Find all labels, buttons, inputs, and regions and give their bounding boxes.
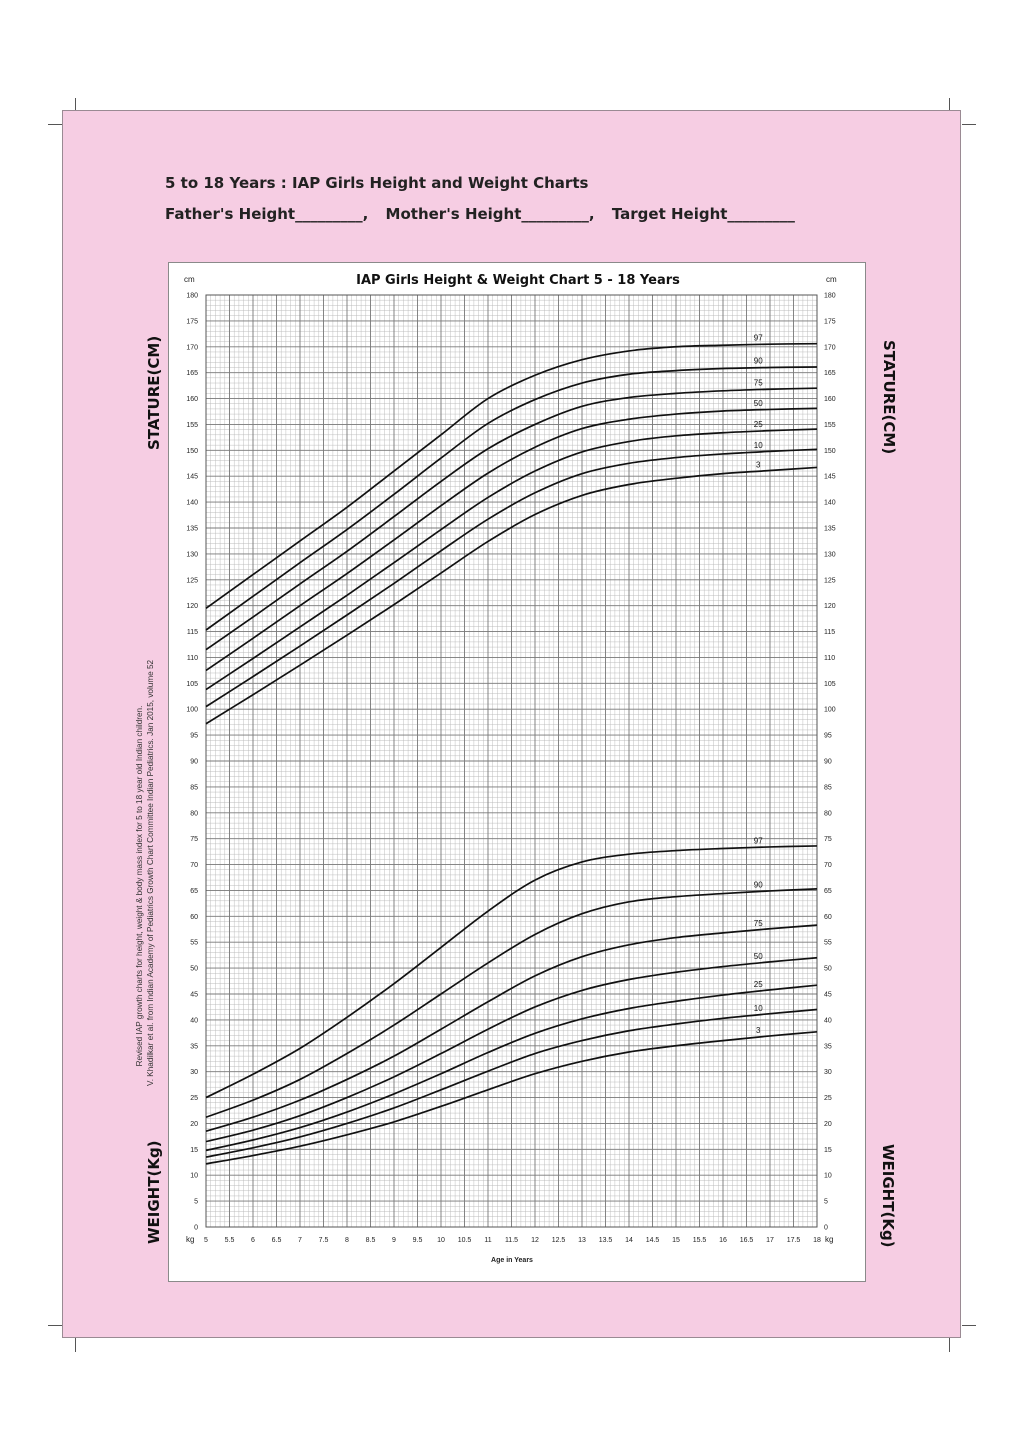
y-tick-right-75: 75: [824, 836, 832, 844]
y-tick-left-40: 40: [190, 1017, 198, 1025]
y-tick-right-50: 50: [824, 965, 832, 973]
x-tick-8.5: 8.5: [365, 1237, 376, 1244]
y-tick-left-0: 0: [194, 1224, 198, 1232]
y-tick-left-45: 45: [190, 991, 198, 999]
chart-panel: [168, 262, 866, 1282]
y-tick-left-175: 175: [186, 318, 198, 326]
y-tick-right-175: 175: [824, 318, 836, 326]
y-tick-right-80: 80: [824, 810, 832, 818]
y-tick-left-165: 165: [186, 370, 198, 378]
y-tick-right-165: 165: [824, 370, 836, 378]
y-tick-right-150: 150: [824, 447, 836, 455]
unit-top-left: cm: [184, 275, 195, 284]
x-tick-6: 6: [251, 1237, 255, 1244]
x-tick-9: 9: [392, 1237, 396, 1244]
weight-label-left: WEIGHT(Kg): [145, 1140, 163, 1244]
y-tick-left-75: 75: [190, 836, 198, 844]
y-tick-left-15: 15: [190, 1146, 198, 1154]
y-tick-left-65: 65: [190, 887, 198, 895]
y-tick-left-5: 5: [194, 1198, 198, 1206]
y-tick-right-170: 170: [824, 344, 836, 352]
x-tick-15: 15: [672, 1237, 680, 1244]
crop-mark-bottom-right-v: [949, 1338, 950, 1352]
separator-2: ,: [588, 205, 595, 223]
crop-mark-bottom-left-h: [48, 1325, 62, 1326]
y-tick-right-5: 5: [824, 1198, 828, 1206]
weight-label-p10: 10: [753, 1003, 763, 1013]
y-tick-left-145: 145: [186, 473, 198, 481]
x-tick-8: 8: [345, 1237, 349, 1244]
father-height-label: Father's Height: [165, 205, 296, 223]
y-tick-right-105: 105: [824, 680, 836, 688]
height-label-p97: 97: [753, 333, 763, 343]
x-tick-16.5: 16.5: [739, 1237, 754, 1244]
unit-top-right: cm: [826, 275, 837, 284]
x-tick-14: 14: [625, 1237, 633, 1244]
y-tick-right-125: 125: [824, 577, 836, 585]
x-tick-7: 7: [298, 1237, 302, 1244]
citation-line-1: Revised IAP growth charts for height, weight & body mass index for 5 to 18 year old Indian children.: [135, 705, 144, 1067]
y-tick-right-65: 65: [824, 887, 832, 895]
y-tick-right-145: 145: [824, 473, 836, 481]
y-tick-right-20: 20: [824, 1120, 832, 1128]
mother-height-label: Mother's Height: [385, 205, 522, 223]
y-tick-right-0: 0: [824, 1224, 828, 1232]
y-tick-right-15: 15: [824, 1146, 832, 1154]
x-tick-12.5: 12.5: [551, 1237, 566, 1244]
y-tick-left-135: 135: [186, 525, 198, 533]
weight-label-p97: 97: [753, 836, 763, 846]
page-title: 5 to 18 Years : IAP Girls Height and Weight Charts: [165, 174, 589, 192]
x-tick-11: 11: [484, 1237, 492, 1244]
weight-label-p90: 90: [753, 880, 763, 890]
y-tick-left-95: 95: [190, 732, 198, 740]
y-tick-right-160: 160: [824, 396, 836, 404]
y-tick-left-180: 180: [186, 292, 198, 300]
x-tick-13.5: 13.5: [598, 1237, 613, 1244]
x-tick-6.5: 6.5: [271, 1237, 282, 1244]
unit-bottom-left: kg: [186, 1235, 195, 1244]
y-tick-right-30: 30: [824, 1069, 832, 1077]
y-tick-left-125: 125: [186, 577, 198, 585]
x-tick-10.5: 10.5: [457, 1237, 472, 1244]
y-tick-left-120: 120: [186, 603, 198, 611]
x-tick-5.5: 5.5: [224, 1237, 235, 1244]
y-tick-right-60: 60: [824, 913, 832, 921]
y-tick-left-140: 140: [186, 499, 198, 507]
target-height-blank[interactable]: _________: [727, 205, 795, 223]
y-tick-right-135: 135: [824, 525, 836, 533]
y-tick-left-70: 70: [190, 862, 198, 870]
y-tick-right-40: 40: [824, 1017, 832, 1025]
y-tick-left-170: 170: [186, 344, 198, 352]
weight-label-p75: 75: [753, 918, 763, 928]
height-label-p75: 75: [753, 378, 763, 388]
growth-chart-svg: [169, 263, 867, 1283]
height-label-p25: 25: [753, 420, 763, 430]
y-tick-right-85: 85: [824, 784, 832, 792]
y-tick-left-85: 85: [190, 784, 198, 792]
y-tick-left-155: 155: [186, 421, 198, 429]
weight-label-p25: 25: [753, 980, 763, 990]
y-tick-right-10: 10: [824, 1172, 832, 1180]
y-tick-left-150: 150: [186, 447, 198, 455]
x-tick-16: 16: [719, 1237, 727, 1244]
x-tick-17: 17: [766, 1237, 774, 1244]
y-tick-right-100: 100: [824, 706, 836, 714]
x-tick-15.5: 15.5: [692, 1237, 707, 1244]
stature-label-left: STATURE(CM): [145, 335, 163, 450]
y-tick-right-130: 130: [824, 551, 836, 559]
y-tick-right-55: 55: [824, 939, 832, 947]
weight-label-p3: 3: [756, 1026, 761, 1036]
x-tick-12: 12: [531, 1237, 539, 1244]
x-tick-14.5: 14.5: [645, 1237, 660, 1244]
crop-mark-bottom-left-v: [75, 1338, 76, 1352]
y-tick-left-90: 90: [190, 758, 198, 766]
unit-bottom-right: kg: [825, 1235, 834, 1244]
target-height-label: Target Height: [611, 205, 728, 223]
y-tick-right-35: 35: [824, 1043, 832, 1051]
y-tick-right-45: 45: [824, 991, 832, 999]
x-tick-18: 18: [813, 1237, 821, 1244]
stature-label-right: STATURE(CM): [880, 340, 898, 455]
height-label-p50: 50: [753, 398, 763, 408]
mother-height-blank[interactable]: _________: [521, 205, 589, 223]
chart-title: IAP Girls Height & Weight Chart 5 - 18 Years: [356, 273, 680, 288]
y-tick-left-160: 160: [186, 396, 198, 404]
y-tick-left-20: 20: [190, 1120, 198, 1128]
y-tick-right-120: 120: [824, 603, 836, 611]
x-axis-label: Age in Years: [491, 1257, 533, 1264]
weight-label-right: WEIGHT(Kg): [879, 1144, 897, 1248]
weight-label-p50: 50: [753, 952, 763, 962]
x-tick-13: 13: [578, 1237, 586, 1244]
y-tick-left-35: 35: [190, 1043, 198, 1051]
y-tick-left-115: 115: [186, 629, 198, 637]
x-tick-17.5: 17.5: [786, 1237, 801, 1244]
y-tick-right-155: 155: [824, 421, 836, 429]
y-tick-right-115: 115: [824, 629, 836, 637]
y-tick-right-95: 95: [824, 732, 832, 740]
y-tick-left-55: 55: [190, 939, 198, 947]
y-tick-right-70: 70: [824, 862, 832, 870]
y-tick-left-50: 50: [190, 965, 198, 973]
separator-1: ,: [362, 205, 369, 223]
y-tick-right-140: 140: [824, 499, 836, 507]
crop-mark-top-right-h: [962, 124, 976, 125]
y-tick-right-90: 90: [824, 758, 832, 766]
y-tick-left-25: 25: [190, 1095, 198, 1103]
x-tick-10: 10: [437, 1237, 445, 1244]
y-tick-left-130: 130: [186, 551, 198, 559]
x-tick-11.5: 11.5: [504, 1237, 519, 1244]
height-label-p10: 10: [753, 441, 763, 451]
source-citation: [134, 659, 156, 1086]
y-tick-left-100: 100: [186, 706, 198, 714]
y-tick-left-110: 110: [186, 654, 198, 662]
crop-mark-top-left-h: [48, 124, 62, 125]
crop-mark-bottom-right-h: [962, 1325, 976, 1326]
y-tick-left-80: 80: [190, 810, 198, 818]
citation-line-2: V. Khadilkar et al. from Indian Academy of Pediatrics Growth Chart Committee Indian Pediatrics. Jan 2015, volume 52: [146, 659, 155, 1086]
height-label-p90: 90: [753, 356, 763, 366]
x-tick-7.5: 7.5: [318, 1237, 329, 1244]
father-height-blank[interactable]: _________: [295, 205, 363, 223]
y-tick-right-180: 180: [824, 292, 836, 300]
x-tick-5: 5: [204, 1237, 208, 1244]
y-tick-left-105: 105: [186, 680, 198, 688]
height-label-p3: 3: [756, 460, 761, 470]
y-tick-left-30: 30: [190, 1069, 198, 1077]
y-tick-left-60: 60: [190, 913, 198, 921]
parent-height-fields: [165, 205, 795, 223]
y-tick-right-110: 110: [824, 654, 836, 662]
y-tick-right-25: 25: [824, 1095, 832, 1103]
y-tick-left-10: 10: [190, 1172, 198, 1180]
x-tick-9.5: 9.5: [412, 1237, 423, 1244]
